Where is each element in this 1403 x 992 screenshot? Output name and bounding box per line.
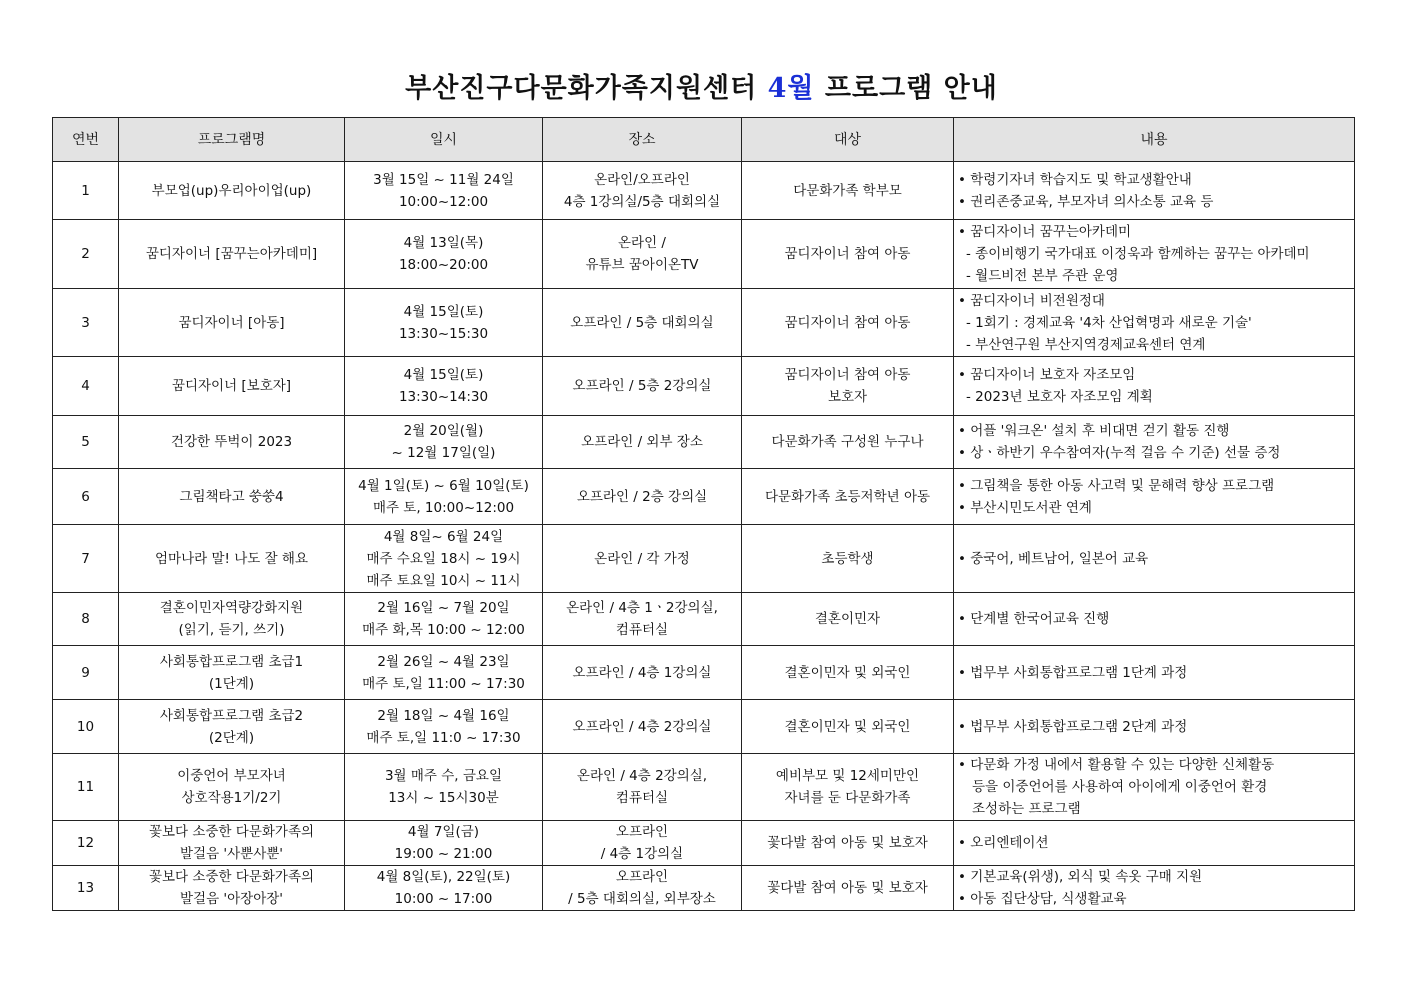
target-line: 꽃다발 참여 아동 및 보호자: [767, 880, 928, 896]
date-line: 매주 화,목 10:00 ~ 12:00: [362, 622, 525, 638]
date-line: 4월 8일(토), 22일(토): [376, 869, 511, 885]
cell-date: [345, 289, 543, 357]
place-line: / 5층 대회의실, 외부장소: [568, 891, 716, 907]
cell-date: [345, 357, 543, 416]
row-number: 13: [53, 866, 119, 911]
cell-name: [119, 700, 345, 754]
cell-date: [345, 416, 543, 469]
cell-place: [543, 289, 742, 357]
cell-date: [345, 220, 543, 289]
cell-name: [119, 469, 345, 525]
place-line: 컴퓨터실: [615, 622, 669, 638]
name-line: 결혼이민자역량강화지원: [159, 600, 304, 616]
header-date: 일시: [345, 118, 543, 162]
name-line: 꽃보다 소중한 다문화가족의: [148, 824, 315, 840]
content-line: 조성하는 프로그램: [972, 801, 1081, 817]
place-line: 4층 1강의실/5층 대회의실: [563, 193, 721, 210]
cell-content: [954, 866, 1355, 911]
row-number: 1: [53, 162, 119, 220]
target-line: 다문화가족 초등저학년 아동: [764, 488, 931, 505]
date-line: 4월 8일~ 6월 24일: [383, 528, 504, 545]
row-number: 11: [53, 754, 119, 821]
cell-content: [954, 357, 1355, 416]
row-number: 12: [53, 821, 119, 866]
cell-target: [742, 220, 954, 289]
content-line: • 단계별 한국어교육 진행: [958, 608, 1350, 630]
cell-name: [119, 357, 345, 416]
name-line: 엄마나라 말! 나도 잘 해요: [155, 550, 308, 567]
name-line: 발걸음 '사뿐사뿐': [179, 846, 283, 862]
place-line: 오프라인: [615, 869, 669, 885]
date-line: 2월 16일 ~ 7월 20일: [377, 600, 510, 616]
cell-name: [119, 220, 345, 289]
cell-target: [742, 525, 954, 593]
place-line: 온라인 / 4층 1ㆍ2강의실,: [566, 600, 718, 616]
content-line: - 2023년 보호자 자조모임 계획: [966, 389, 1153, 405]
cell-date: [345, 593, 543, 646]
content-line: • 기본교육(위생), 외식 및 속옷 구매 지원: [958, 866, 1350, 888]
cell-place: [543, 866, 742, 911]
date-line: 4월 13일(목): [403, 235, 484, 251]
name-line: 꿈디자이너 [보호자]: [171, 378, 292, 394]
cell-date: [345, 469, 543, 525]
date-line: 2월 18일 ~ 4월 16일: [377, 707, 510, 724]
date-line: 10:00~12:00: [398, 193, 489, 210]
date-line: 13시 ~ 15시30분: [388, 790, 499, 806]
header-place: 장소: [543, 118, 742, 162]
target-line: 결혼이민자 및 외국인: [784, 718, 911, 735]
place-line: 오프라인 / 4층 1강의실: [572, 664, 712, 681]
cell-place: [543, 821, 742, 866]
content-line: • 학령기자녀 학습지도 및 학교생활안내: [958, 169, 1350, 191]
content-line: • 아동 집단상담, 식생활교육: [958, 888, 1350, 910]
cell-place: [543, 357, 742, 416]
cell-name: [119, 646, 345, 700]
name-line: 사회통합프로그램 초급2: [159, 707, 304, 724]
cell-target: [742, 700, 954, 754]
table-row: [53, 220, 1355, 289]
cell-content: [954, 289, 1355, 357]
cell-place: [543, 469, 742, 525]
cell-name: [119, 866, 345, 911]
date-line: 18:00~20:00: [398, 257, 489, 273]
date-line: 10:00 ~ 17:00: [394, 891, 493, 907]
place-line: 오프라인 / 5층 2강의실: [572, 378, 712, 394]
cell-content: [954, 469, 1355, 525]
cell-content: [954, 646, 1355, 700]
cell-name: [119, 821, 345, 866]
content-line: • 그림책을 통한 아동 사고력 및 문해력 향상 프로그램: [958, 475, 1350, 497]
place-line: 컴퓨터실: [615, 790, 669, 806]
cell-content: [954, 220, 1355, 289]
content-line: • 꿈디자이너 꿈꾸는아카데미: [958, 221, 1350, 243]
target-line: 꿈디자이너 참여 아동: [784, 314, 911, 331]
date-line: 4월 7일(금): [407, 824, 480, 840]
name-line: (1단계): [208, 675, 255, 692]
cell-place: [543, 525, 742, 593]
cell-date: [345, 866, 543, 911]
name-line: 꿈디자이너 [아동]: [178, 314, 285, 331]
cell-target: [742, 593, 954, 646]
header-row: [53, 118, 1355, 162]
target-line: 결혼이민자: [814, 611, 881, 627]
title-month: 4월: [767, 73, 815, 104]
date-line: 매주 수요일 18시 ~ 19시: [366, 550, 521, 567]
table-row: [53, 646, 1355, 700]
date-line: 매주 토요일 10시 ~ 11시: [366, 572, 521, 589]
cell-name: [119, 754, 345, 821]
row-number: 2: [53, 220, 119, 289]
date-line: 19:00 ~ 21:00: [394, 846, 493, 862]
page-title: [0, 66, 1403, 105]
cell-target: [742, 866, 954, 911]
row-number: 9: [53, 646, 119, 700]
date-line: 13:30~14:30: [398, 389, 489, 405]
target-line: 보호자: [827, 389, 868, 405]
place-line: / 4층 1강의실: [600, 846, 684, 862]
place-line: 오프라인 / 외부 장소: [581, 434, 703, 450]
header-target: 대상: [742, 118, 954, 162]
header-content: 내용: [954, 118, 1355, 162]
date-line: 매주 토,일 11:0 ~ 17:30: [366, 729, 521, 746]
place-line: 유튜브 꿈아이온TV: [585, 257, 699, 273]
place-line: 온라인 / 각 가정: [594, 550, 690, 567]
target-line: 결혼이민자 및 외국인: [784, 664, 911, 681]
date-line: 4월 15일(토): [403, 303, 484, 320]
place-line: 오프라인: [615, 824, 669, 840]
cell-target: [742, 469, 954, 525]
content-line: • 다문화 가정 내에서 활용할 수 있는 다양한 신체활동: [958, 754, 1350, 776]
name-line: 건강한 뚜벅이 2023: [170, 434, 293, 450]
target-line: 예비부모 및 12세미만인: [775, 768, 920, 784]
cell-target: [742, 821, 954, 866]
cell-target: [742, 162, 954, 220]
cell-place: [543, 162, 742, 220]
content-line: • 법무부 사회통합프로그램 2단계 과정: [958, 716, 1350, 738]
name-line: (읽기, 듣기, 쓰기): [178, 622, 285, 638]
content-line: • 꿈디자이너 비전원정대: [958, 290, 1350, 312]
content-line: • 상ㆍ하반기 우수참여자(누적 걸음 수 기준) 선물 증정: [958, 442, 1350, 464]
row-number: 4: [53, 357, 119, 416]
place-line: 온라인 /: [618, 235, 666, 251]
date-line: 3월 15일 ~ 11월 24일: [373, 171, 514, 188]
title-center-name: 부산진구다문화가족지원센터: [405, 73, 758, 104]
cell-place: [543, 220, 742, 289]
cell-name: [119, 525, 345, 593]
cell-place: [543, 754, 742, 821]
cell-content: [954, 525, 1355, 593]
name-line: 발걸음 '아장아장': [179, 891, 283, 907]
content-line: 등을 이중언어를 사용하여 아이에게 이중언어 환경: [972, 779, 1268, 795]
content-line: • 부산시민도서관 연계: [958, 497, 1350, 519]
content-line: • 권리존중교육, 부모자녀 의사소통 교육 등: [958, 191, 1350, 213]
content-line: • 중국어, 베트남어, 일본어 교육: [958, 548, 1350, 570]
row-number: 8: [53, 593, 119, 646]
cell-date: [345, 525, 543, 593]
date-line: 매주 토, 10:00~12:00: [372, 499, 515, 516]
table-row: [53, 416, 1355, 469]
cell-name: [119, 289, 345, 357]
target-line: 꿈디자이너 참여 아동: [784, 246, 911, 262]
table-row: [53, 357, 1355, 416]
table-row: [53, 525, 1355, 593]
program-table: [52, 117, 1355, 911]
date-line: 13:30~15:30: [398, 325, 489, 342]
cell-content: [954, 821, 1355, 866]
cell-name: [119, 416, 345, 469]
place-line: 온라인/오프라인: [594, 171, 690, 188]
content-line: - 종이비행기 국가대표 이정욱과 함께하는 꿈꾸는 아카데미: [966, 246, 1310, 262]
cell-content: [954, 593, 1355, 646]
cell-target: [742, 357, 954, 416]
header-no: 연번: [53, 118, 119, 162]
table-row: [53, 469, 1355, 525]
cell-content: [954, 416, 1355, 469]
name-line: 상호작용1기/2기: [181, 790, 282, 806]
row-number: 3: [53, 289, 119, 357]
place-line: 오프라인 / 4층 2강의실: [572, 718, 712, 735]
name-line: 이중언어 부모자녀: [177, 768, 286, 784]
target-line: 꿈디자이너 참여 아동: [784, 367, 911, 383]
header-name: 프로그램명: [119, 118, 345, 162]
row-number: 10: [53, 700, 119, 754]
cell-date: [345, 821, 543, 866]
date-line: 2월 20일(월): [403, 423, 484, 439]
name-line: (2단계): [208, 729, 255, 746]
cell-place: [543, 593, 742, 646]
table-row: [53, 754, 1355, 821]
table-row: [53, 821, 1355, 866]
title-rest: 프로그램 안내: [824, 73, 998, 104]
cell-target: [742, 289, 954, 357]
place-line: 온라인 / 4층 2강의실,: [576, 768, 708, 784]
date-line: 4월 1일(토) ~ 6월 10일(토): [358, 477, 529, 494]
content-line: • 어플 '워크온' 설치 후 비대면 걷기 활동 진행: [958, 420, 1350, 442]
target-line: 다문화가족 학부모: [793, 182, 902, 199]
table-row: [53, 866, 1355, 911]
date-line: 2월 26일 ~ 4월 23일: [377, 653, 510, 670]
table-row: [53, 162, 1355, 220]
cell-name: [119, 162, 345, 220]
cell-name: [119, 593, 345, 646]
cell-place: [543, 416, 742, 469]
date-line: 매주 토,일 11:00 ~ 17:30: [362, 675, 525, 692]
target-line: 초등학생: [821, 550, 874, 567]
target-line: 꽃다발 참여 아동 및 보호자: [767, 835, 928, 851]
content-line: - 부산연구원 부산지역경제교육센터 연계: [966, 336, 1206, 353]
row-number: 6: [53, 469, 119, 525]
content-line: • 오리엔테이션: [958, 832, 1350, 854]
cell-date: [345, 162, 543, 220]
content-line: - 1회기 : 경제교육 '4차 산업혁명과 새로운 기술': [966, 314, 1252, 331]
table-row: [53, 700, 1355, 754]
program-rows: [53, 162, 1355, 911]
row-number: 5: [53, 416, 119, 469]
date-line: 3월 매주 수, 금요일: [384, 768, 503, 784]
row-number: 7: [53, 525, 119, 593]
table-row: [53, 289, 1355, 357]
date-line: ~ 12월 17일(일): [391, 445, 496, 461]
cell-content: [954, 700, 1355, 754]
cell-date: [345, 754, 543, 821]
place-line: 오프라인 / 5층 대회의실: [570, 314, 714, 331]
cell-content: [954, 754, 1355, 821]
name-line: 그림책타고 쑹쑹4: [179, 488, 284, 505]
content-line: - 월드비전 본부 주관 운영: [966, 268, 1119, 284]
cell-place: [543, 646, 742, 700]
content-line: • 꿈디자이너 보호자 자조모임: [958, 364, 1350, 386]
content-line: • 법무부 사회통합프로그램 1단계 과정: [958, 662, 1350, 684]
name-line: 부모업(up)우리아이업(up): [151, 182, 312, 199]
name-line: 꿈디자이너 [꿈꾸는아카데미]: [145, 246, 318, 262]
cell-place: [543, 700, 742, 754]
name-line: 사회통합프로그램 초급1: [159, 653, 304, 670]
cell-content: [954, 162, 1355, 220]
name-line: 꽃보다 소중한 다문화가족의: [148, 869, 315, 885]
cell-target: [742, 754, 954, 821]
cell-target: [742, 646, 954, 700]
place-line: 오프라인 / 2층 강의실: [576, 488, 708, 505]
target-line: 자녀를 둔 다문화가족: [784, 790, 911, 806]
cell-target: [742, 416, 954, 469]
table-row: [53, 593, 1355, 646]
cell-date: [345, 646, 543, 700]
date-line: 4월 15일(토): [403, 367, 484, 383]
target-line: 다문화가족 구성원 누구나: [771, 434, 924, 450]
cell-date: [345, 700, 543, 754]
